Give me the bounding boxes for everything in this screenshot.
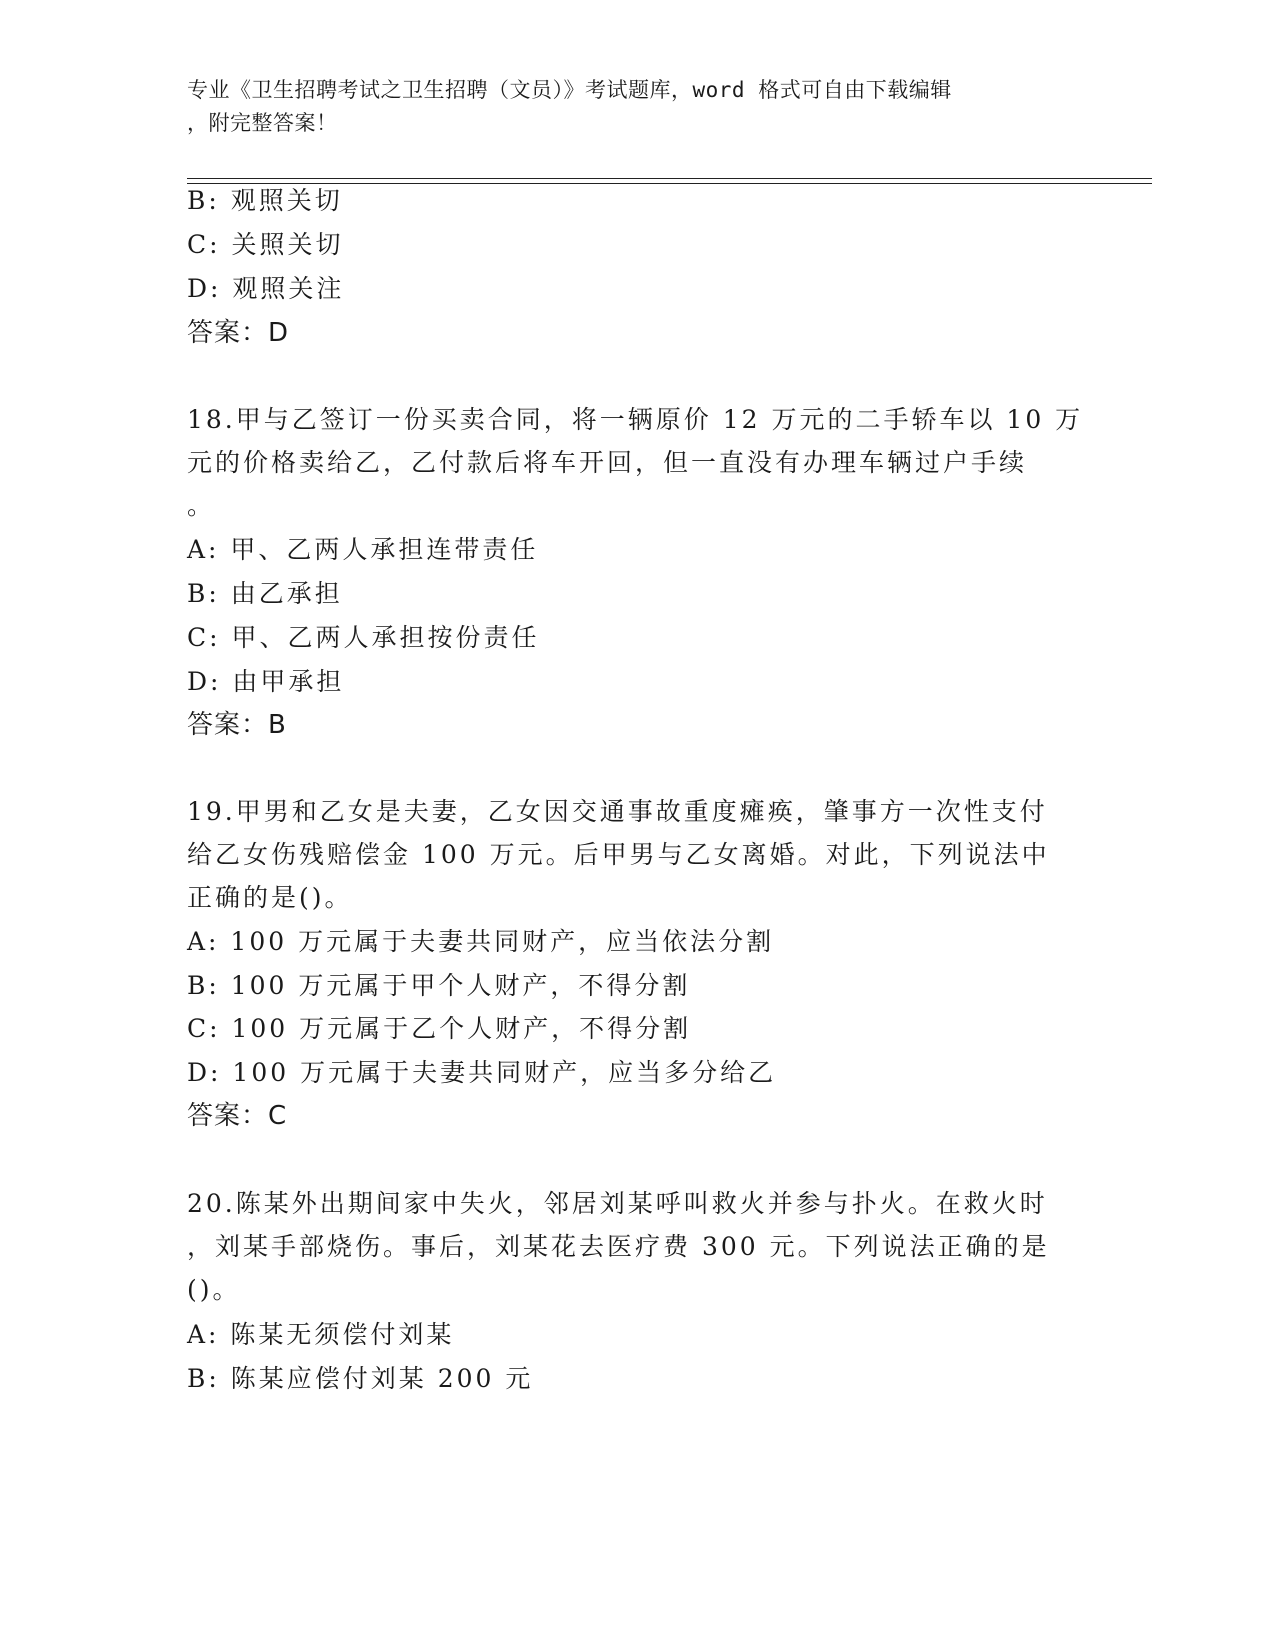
q18-answer: 答案：B xyxy=(187,710,287,740)
q17-option-c: C: 关照关切 xyxy=(187,230,344,259)
q19-stem-line-2: 给乙女伤残赔偿金 100 万元。后甲男与乙女离婚。对此，下列说法中 xyxy=(187,840,1050,869)
header-divider-bottom xyxy=(187,183,1152,184)
q18-stem-line-3: 。 xyxy=(187,491,216,520)
header-line-1: 专业《卫生招聘考试之卫生招聘（文员）》考试题库，word 格式可自由下载编辑 xyxy=(187,78,952,102)
q19-answer: 答案：C xyxy=(187,1101,288,1131)
q20-option-b: B: 陈某应偿付刘某 200 元 xyxy=(187,1364,534,1393)
q17-option-b: B: 观照关切 xyxy=(187,186,343,215)
q20-stem-line-2: ，刘某手部烧伤。事后，刘某花去医疗费 300 元。下列说法正确的是 xyxy=(187,1232,1050,1261)
q18-stem-line-2: 元的价格卖给乙，乙付款后将车开回，但一直没有办理车辆过户手续 xyxy=(187,448,1028,477)
q18-option-d: D: 由甲承担 xyxy=(187,667,345,696)
q18-option-b: B: 由乙承担 xyxy=(187,579,343,608)
q18-stem-line-1: 18.甲与乙签订一份买卖合同，将一辆原价 12 万元的二手轿车以 10 万 xyxy=(187,405,1084,434)
q19-stem-line-1: 19.甲男和乙女是夫妻，乙女因交通事故重度瘫痪，肇事方一次性支付 xyxy=(187,797,1048,826)
q19-stem-line-3: 正确的是()。 xyxy=(187,883,353,912)
q20-option-a: A: 陈某无须偿付刘某 xyxy=(187,1320,455,1349)
header-line-2: ，附完整答案！ xyxy=(187,111,338,135)
document-header xyxy=(187,74,1087,140)
q19-option-c: C: 100 万元属于乙个人财产，不得分割 xyxy=(187,1014,692,1043)
q20-stem-line-1: 20.陈某外出期间家中失火，邻居刘某呼叫救火并参与扑火。在救火时 xyxy=(187,1189,1048,1218)
q19-option-b: B: 100 万元属于甲个人财产，不得分割 xyxy=(187,971,691,1000)
q19-option-a: A: 100 万元属于夫妻共同财产，应当依法分割 xyxy=(187,927,775,956)
q19-option-d: D: 100 万元属于夫妻共同财产，应当多分给乙 xyxy=(187,1058,777,1087)
q20-stem-line-3: ()。 xyxy=(187,1275,241,1304)
q17-answer: 答案：D xyxy=(187,318,290,348)
header-divider-top xyxy=(187,178,1152,179)
q17-option-d: D: 观照关注 xyxy=(187,274,345,303)
q18-option-a: A: 甲、乙两人承担连带责任 xyxy=(187,535,539,564)
q18-option-c: C: 甲、乙两人承担按份责任 xyxy=(187,623,540,652)
